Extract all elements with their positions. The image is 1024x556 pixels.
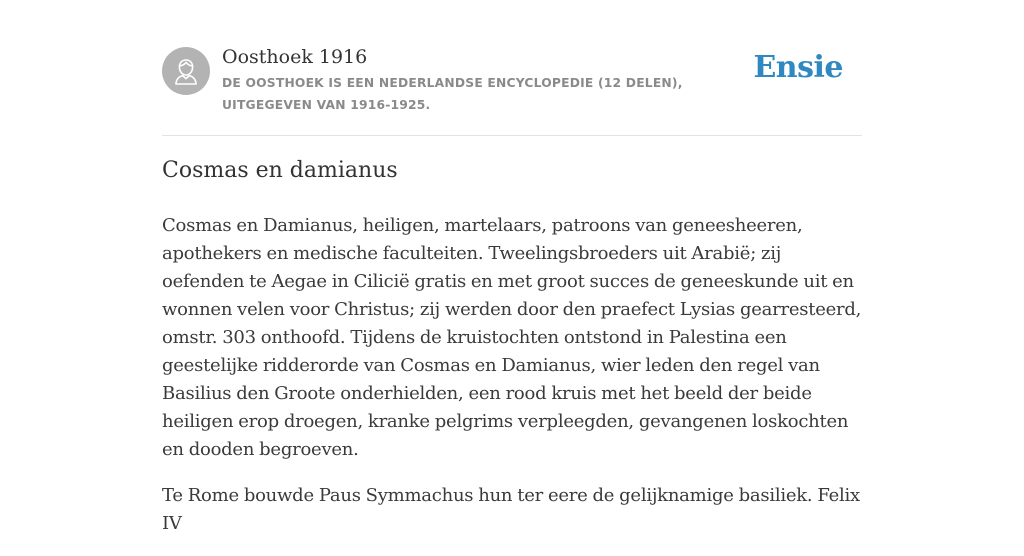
article-paragraph: Cosmas en Damianus, heiligen, martelaars, patroons van geneesheeren, apothekers en medische faculteiten. Tweelingsbroeders uit Arabië; zij oefenden te Aegae in Cilicië gratis en met groot succes de geneeskunde uit en wonnen velen voor Christus; zij werden door den praefect Lysias gearresteerd, omstr. 303 onthoofd. Tijdens de kruistochten ontstond in Palestina een geestelijke ridderorde van Cosmas en Damianus, wier leden den regel van Basilius den Groote onderhielden, een rood kruis met het beeld der beide heiligen erop droegen, kranke pelgrims verpleegden, gevangenen loskochten en dooden begroeven. (162, 215, 862, 460)
page-container (162, 0, 862, 534)
brand-logo[interactable]: Ensie (753, 50, 843, 85)
article-body (162, 212, 867, 556)
source-description: DE OOSTHOEK IS EEN NEDERLANDSE ENCYCLOPEDIE (12 DELEN), UITGEGEVEN VAN 1916-1925. (222, 76, 683, 112)
article-paragraph: Te Rome bouwde Paus Symmachus hun ter eere de gelijknamige basiliek. Felix IV (162, 485, 860, 534)
user-icon (162, 47, 210, 95)
source-header (162, 0, 862, 136)
source-title[interactable]: Oosthoek 1916 (222, 46, 368, 68)
article-title: Cosmas en damianus (162, 158, 398, 183)
